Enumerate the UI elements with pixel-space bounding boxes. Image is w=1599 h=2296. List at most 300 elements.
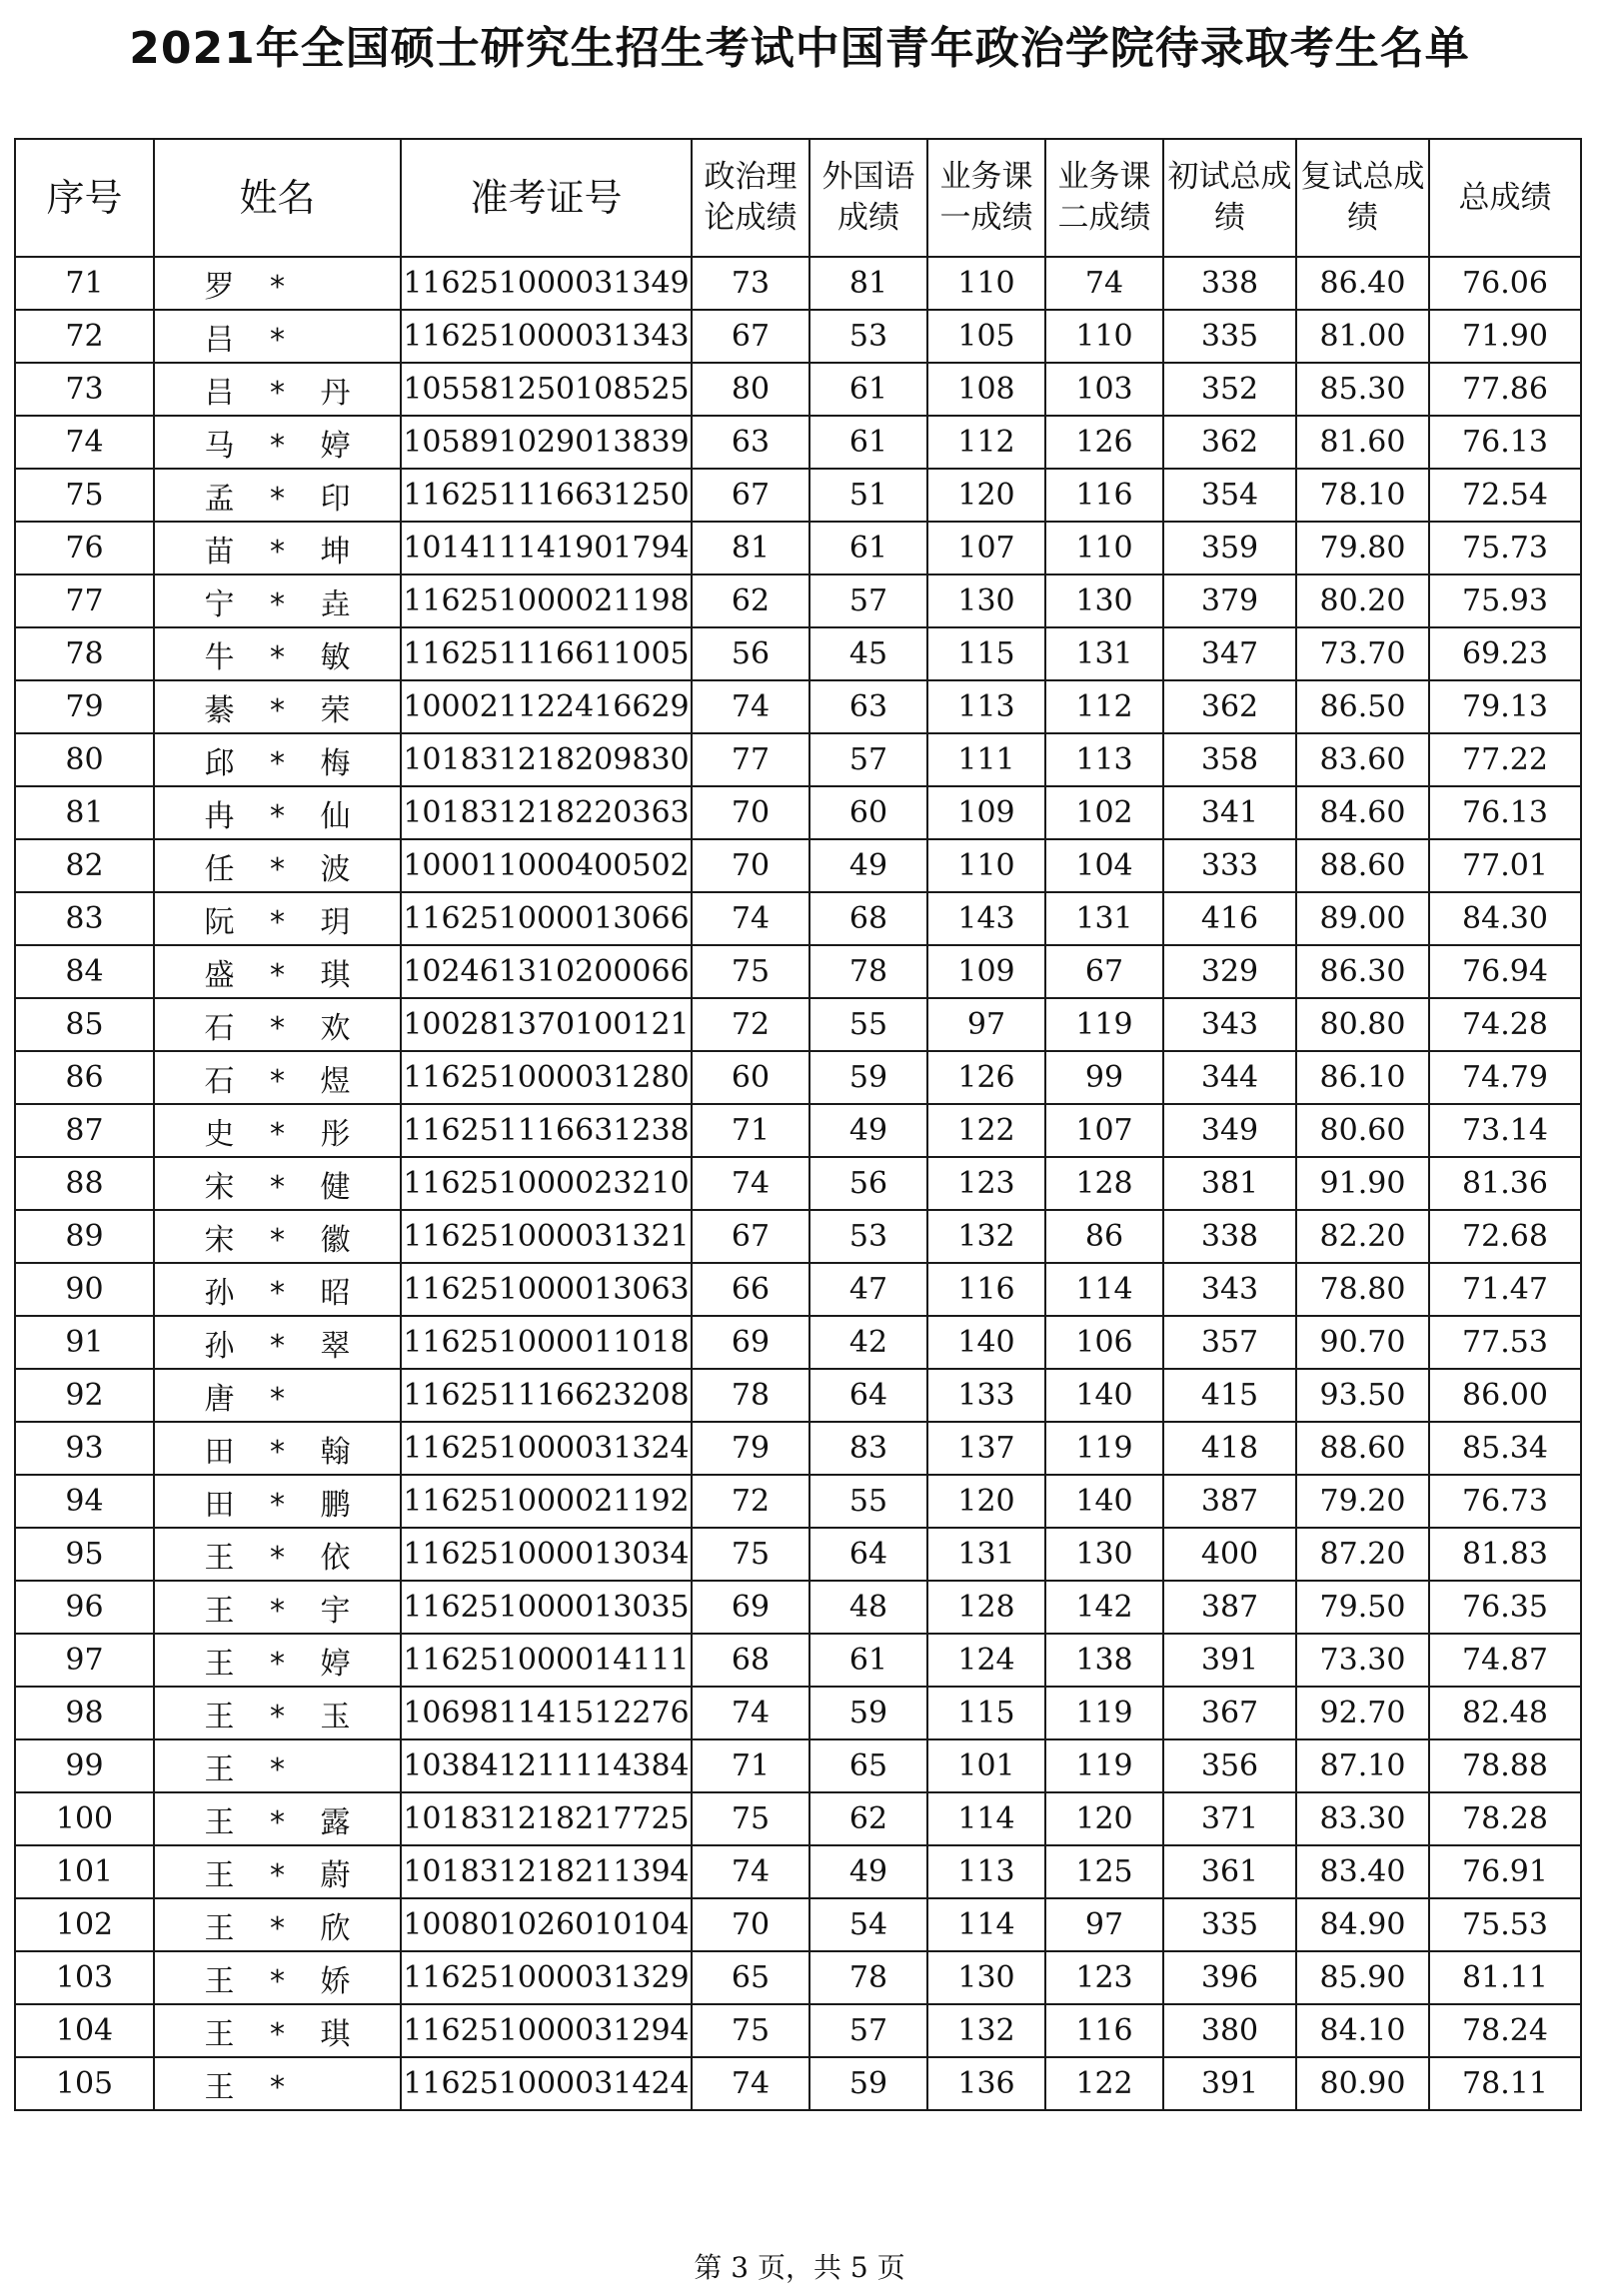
cell-course2: 113 [1045, 733, 1163, 786]
name-char: * [270, 1169, 285, 1205]
name-char: 梅 [320, 745, 351, 781]
name-char: 玥 [320, 904, 351, 940]
cell-seq: 98 [15, 1687, 154, 1739]
cell-initial: 347 [1163, 627, 1296, 680]
cell-course1: 107 [927, 522, 1045, 574]
name-char: * [270, 1646, 285, 1682]
cell-exam-id: 116251000031349 [401, 257, 692, 310]
cell-course2: 131 [1045, 627, 1163, 680]
name-char: * [270, 1116, 285, 1152]
name-char: 石 [204, 1010, 235, 1046]
cell-politics: 69 [692, 1316, 809, 1369]
cell-retest: 89.00 [1296, 892, 1429, 945]
cell-foreign: 59 [809, 1051, 927, 1104]
cell-name [154, 1316, 401, 1369]
cell-name [154, 469, 401, 522]
table-row [15, 1422, 1581, 1475]
cell-exam-id: 116251000031329 [401, 1951, 692, 2004]
cell-foreign: 64 [809, 1528, 927, 1581]
cell-initial: 361 [1163, 1845, 1296, 1898]
name-char: 王 [204, 1751, 235, 1787]
cell-total: 78.88 [1429, 1739, 1581, 1792]
cell-seq: 94 [15, 1475, 154, 1528]
name-char: 邱 [204, 745, 235, 781]
cell-exam-id: 100281370100121 [401, 998, 692, 1051]
cell-retest: 78.80 [1296, 1263, 1429, 1316]
name-char: 琪 [320, 2016, 351, 2052]
cell-course1: 140 [927, 1316, 1045, 1369]
cell-seq: 84 [15, 945, 154, 998]
cell-course2: 110 [1045, 310, 1163, 363]
cell-initial: 357 [1163, 1316, 1296, 1369]
cell-initial: 352 [1163, 363, 1296, 416]
cell-foreign: 42 [809, 1316, 927, 1369]
cell-initial: 338 [1163, 1210, 1296, 1263]
cell-total: 72.54 [1429, 469, 1581, 522]
cell-initial: 343 [1163, 998, 1296, 1051]
name-char: * [270, 322, 285, 358]
table-row [15, 892, 1581, 945]
cell-course1: 120 [927, 469, 1045, 522]
cell-total: 71.47 [1429, 1263, 1581, 1316]
cell-name [154, 1210, 401, 1263]
cell-total: 81.11 [1429, 1951, 1581, 2004]
name-char: * [270, 2069, 285, 2105]
cell-name [154, 1263, 401, 1316]
cell-foreign: 51 [809, 469, 927, 522]
header-name: 姓名 [154, 139, 401, 257]
name-char: 孟 [204, 481, 235, 517]
cell-foreign: 59 [809, 1687, 927, 1739]
cell-name [154, 1792, 401, 1845]
cell-seq: 95 [15, 1528, 154, 1581]
table-body [15, 257, 1581, 2110]
cell-retest: 85.30 [1296, 363, 1429, 416]
table-row [15, 416, 1581, 469]
name-char: 孙 [204, 1275, 235, 1311]
cell-total: 78.24 [1429, 2004, 1581, 2057]
cell-course2: 116 [1045, 2004, 1163, 2057]
cell-total: 76.73 [1429, 1475, 1581, 1528]
cell-exam-id: 116251000023210 [401, 1157, 692, 1210]
cell-total: 69.23 [1429, 627, 1581, 680]
cell-seq: 87 [15, 1104, 154, 1157]
cell-retest: 79.20 [1296, 1475, 1429, 1528]
cell-name [154, 363, 401, 416]
name-char: * [270, 1222, 285, 1258]
cell-initial: 396 [1163, 1951, 1296, 2004]
cell-seq: 79 [15, 680, 154, 733]
cell-foreign: 61 [809, 1634, 927, 1687]
cell-exam-id: 106981141512276 [401, 1687, 692, 1739]
cell-course1: 110 [927, 257, 1045, 310]
cell-exam-id: 116251000014111 [401, 1634, 692, 1687]
cell-exam-id: 116251000013066 [401, 892, 692, 945]
cell-name [154, 1634, 401, 1687]
cell-politics: 72 [692, 998, 809, 1051]
cell-seq: 78 [15, 627, 154, 680]
cell-course2: 116 [1045, 469, 1163, 522]
cell-seq: 74 [15, 416, 154, 469]
table-row [15, 1739, 1581, 1792]
cell-exam-id: 103841211114384 [401, 1739, 692, 1792]
cell-course1: 105 [927, 310, 1045, 363]
cell-course2: 110 [1045, 522, 1163, 574]
cell-initial: 335 [1163, 310, 1296, 363]
cell-foreign: 49 [809, 1104, 927, 1157]
page-footer: 第 3 页，共 5 页 [694, 2251, 905, 2284]
name-char: 翠 [320, 1328, 351, 1364]
cell-course2: 119 [1045, 1422, 1163, 1475]
cell-course1: 115 [927, 1687, 1045, 1739]
name-char: 丹 [320, 375, 351, 411]
cell-foreign: 49 [809, 1845, 927, 1898]
cell-course1: 112 [927, 416, 1045, 469]
cell-politics: 70 [692, 1898, 809, 1951]
name-char: 娇 [320, 1963, 351, 1999]
cell-name [154, 1528, 401, 1581]
cell-politics: 69 [692, 1581, 809, 1634]
name-char: 王 [204, 1593, 235, 1629]
cell-initial: 415 [1163, 1369, 1296, 1422]
name-char: * [270, 1857, 285, 1893]
cell-retest: 93.50 [1296, 1369, 1429, 1422]
cell-course2: 99 [1045, 1051, 1163, 1104]
cell-course2: 131 [1045, 892, 1163, 945]
cell-retest: 80.60 [1296, 1104, 1429, 1157]
name-char: 荣 [320, 692, 351, 728]
cell-seq: 71 [15, 257, 154, 310]
cell-foreign: 61 [809, 363, 927, 416]
cell-initial: 391 [1163, 2057, 1296, 2110]
cell-initial: 354 [1163, 469, 1296, 522]
cell-politics: 74 [692, 892, 809, 945]
cell-exam-id: 116251000013035 [401, 1581, 692, 1634]
cell-course1: 122 [927, 1104, 1045, 1157]
cell-retest: 86.10 [1296, 1051, 1429, 1104]
cell-politics: 65 [692, 1951, 809, 2004]
table-row [15, 680, 1581, 733]
cell-seq: 92 [15, 1369, 154, 1422]
name-char: 马 [204, 428, 235, 464]
cell-total: 86.00 [1429, 1369, 1581, 1422]
cell-exam-id: 100801026010104 [401, 1898, 692, 1951]
cell-course1: 126 [927, 1051, 1045, 1104]
cell-initial: 343 [1163, 1263, 1296, 1316]
name-char: 阮 [204, 904, 235, 940]
cell-retest: 84.60 [1296, 786, 1429, 839]
cell-initial: 387 [1163, 1475, 1296, 1528]
cell-initial: 358 [1163, 733, 1296, 786]
name-char: * [270, 375, 285, 411]
cell-seq: 100 [15, 1792, 154, 1845]
cell-seq: 89 [15, 1210, 154, 1263]
cell-course1: 114 [927, 1792, 1045, 1845]
cell-retest: 81.00 [1296, 310, 1429, 363]
cell-course2: 112 [1045, 680, 1163, 733]
name-char: 翰 [320, 1434, 351, 1470]
cell-course1: 132 [927, 2004, 1045, 2057]
cell-seq: 76 [15, 522, 154, 574]
cell-foreign: 48 [809, 1581, 927, 1634]
cell-name [154, 1475, 401, 1528]
name-char: 石 [204, 1063, 235, 1099]
cell-course1: 130 [927, 1951, 1045, 2004]
cell-foreign: 83 [809, 1422, 927, 1475]
cell-seq: 90 [15, 1263, 154, 1316]
cell-course1: 108 [927, 363, 1045, 416]
cell-foreign: 68 [809, 892, 927, 945]
table-row [15, 1104, 1581, 1157]
name-char: 宋 [204, 1169, 235, 1205]
cell-politics: 75 [692, 1528, 809, 1581]
cell-course2: 74 [1045, 257, 1163, 310]
cell-course1: 128 [927, 1581, 1045, 1634]
table-row [15, 1528, 1581, 1581]
cell-retest: 78.10 [1296, 469, 1429, 522]
cell-seq: 72 [15, 310, 154, 363]
cell-course2: 140 [1045, 1369, 1163, 1422]
table-row [15, 1792, 1581, 1845]
cell-course2: 114 [1045, 1263, 1163, 1316]
cell-exam-id: 101831218211394 [401, 1845, 692, 1898]
cell-politics: 75 [692, 1792, 809, 1845]
cell-foreign: 57 [809, 733, 927, 786]
cell-seq: 88 [15, 1157, 154, 1210]
cell-total: 74.28 [1429, 998, 1581, 1051]
cell-foreign: 57 [809, 574, 927, 627]
cell-seq: 73 [15, 363, 154, 416]
name-char: 任 [204, 851, 235, 887]
cell-foreign: 55 [809, 1475, 927, 1528]
cell-name [154, 1951, 401, 2004]
cell-total: 71.90 [1429, 310, 1581, 363]
name-char: 牛 [204, 639, 235, 675]
cell-exam-id: 105581250108525 [401, 363, 692, 416]
cell-course1: 143 [927, 892, 1045, 945]
cell-seq: 104 [15, 2004, 154, 2057]
cell-exam-id: 116251116631238 [401, 1104, 692, 1157]
cell-politics: 67 [692, 469, 809, 522]
cell-exam-id: 116251000031321 [401, 1210, 692, 1263]
name-char: * [270, 1063, 285, 1099]
cell-initial: 344 [1163, 1051, 1296, 1104]
table-row [15, 257, 1581, 310]
cell-foreign: 78 [809, 1951, 927, 2004]
cell-retest: 88.60 [1296, 839, 1429, 892]
name-char: * [270, 1328, 285, 1364]
cell-politics: 74 [692, 2057, 809, 2110]
name-char: * [270, 1010, 285, 1046]
name-char: 唐 [204, 1381, 235, 1417]
cell-politics: 74 [692, 1845, 809, 1898]
header-course2: 业务课二成绩 [1045, 139, 1163, 257]
cell-total: 81.83 [1429, 1528, 1581, 1581]
cell-name [154, 574, 401, 627]
cell-course1: 130 [927, 574, 1045, 627]
cell-exam-id: 116251000031424 [401, 2057, 692, 2110]
cell-seq: 93 [15, 1422, 154, 1475]
cell-initial: 356 [1163, 1739, 1296, 1792]
cell-exam-id: 116251000011018 [401, 1316, 692, 1369]
name-char: 欣 [320, 1910, 351, 1946]
cell-initial: 359 [1163, 522, 1296, 574]
cell-politics: 70 [692, 839, 809, 892]
cell-exam-id: 101831218217725 [401, 1792, 692, 1845]
cell-course1: 111 [927, 733, 1045, 786]
table-row [15, 1898, 1581, 1951]
table-row [15, 1634, 1581, 1687]
name-char: * [270, 1434, 285, 1470]
cell-exam-id: 102461310200066 [401, 945, 692, 998]
cell-seq: 77 [15, 574, 154, 627]
cell-course2: 104 [1045, 839, 1163, 892]
cell-name [154, 786, 401, 839]
cell-politics: 75 [692, 945, 809, 998]
cell-politics: 74 [692, 1687, 809, 1739]
cell-exam-id: 116251000021192 [401, 1475, 692, 1528]
cell-initial: 329 [1163, 945, 1296, 998]
name-char: * [270, 2016, 285, 2052]
cell-retest: 79.80 [1296, 522, 1429, 574]
cell-name [154, 1157, 401, 1210]
cell-foreign: 53 [809, 1210, 927, 1263]
name-char: 鹏 [320, 1487, 351, 1523]
cell-retest: 73.70 [1296, 627, 1429, 680]
cell-seq: 101 [15, 1845, 154, 1898]
table-row [15, 786, 1581, 839]
cell-course2: 120 [1045, 1792, 1163, 1845]
name-char: 苗 [204, 534, 235, 570]
cell-seq: 75 [15, 469, 154, 522]
cell-retest: 79.50 [1296, 1581, 1429, 1634]
cell-exam-id: 116251116623208 [401, 1369, 692, 1422]
cell-name [154, 1104, 401, 1157]
name-char: 徽 [320, 1222, 351, 1258]
cell-foreign: 54 [809, 1898, 927, 1951]
page-title: 2021年全国硕士研究生招生考试中国青年政治学院待录取考生名单 [129, 23, 1470, 74]
name-char: 琪 [320, 957, 351, 993]
header-politics: 政治理论成绩 [692, 139, 809, 257]
cell-course1: 113 [927, 680, 1045, 733]
cell-course1: 137 [927, 1422, 1045, 1475]
name-char: 王 [204, 1857, 235, 1893]
cell-seq: 97 [15, 1634, 154, 1687]
name-char: * [270, 1963, 285, 1999]
table-row [15, 363, 1581, 416]
name-char: 波 [320, 851, 351, 887]
cell-name [154, 1687, 401, 1739]
cell-retest: 80.20 [1296, 574, 1429, 627]
cell-politics: 74 [692, 680, 809, 733]
cell-exam-id: 101831218209830 [401, 733, 692, 786]
name-char: 史 [204, 1116, 235, 1152]
cell-exam-id: 116251000031294 [401, 2004, 692, 2057]
cell-total: 81.36 [1429, 1157, 1581, 1210]
table-row [15, 1475, 1581, 1528]
cell-politics: 75 [692, 2004, 809, 2057]
name-char: * [270, 1593, 285, 1629]
cell-total: 77.53 [1429, 1316, 1581, 1369]
name-char: 冉 [204, 798, 235, 834]
name-char: 印 [320, 481, 351, 517]
cell-seq: 99 [15, 1739, 154, 1792]
table-row [15, 310, 1581, 363]
cell-initial: 416 [1163, 892, 1296, 945]
table-row [15, 1316, 1581, 1369]
cell-initial: 387 [1163, 1581, 1296, 1634]
cell-retest: 83.40 [1296, 1845, 1429, 1898]
table-row [15, 945, 1581, 998]
name-char: * [270, 1381, 285, 1417]
table-row [15, 1210, 1581, 1263]
table-row [15, 2057, 1581, 2110]
name-char: * [270, 1804, 285, 1840]
cell-retest: 87.20 [1296, 1528, 1429, 1581]
cell-course1: 124 [927, 1634, 1045, 1687]
cell-foreign: 53 [809, 310, 927, 363]
cell-name [154, 945, 401, 998]
cell-course2: 138 [1045, 1634, 1163, 1687]
cell-course1: 101 [927, 1739, 1045, 1792]
cell-course1: 114 [927, 1898, 1045, 1951]
name-char: 吕 [204, 322, 235, 358]
name-char: 玉 [320, 1699, 351, 1734]
cell-course2: 103 [1045, 363, 1163, 416]
cell-course2: 86 [1045, 1210, 1163, 1263]
name-char: 坤 [320, 534, 351, 570]
name-char: 煜 [320, 1063, 351, 1099]
cell-total: 77.22 [1429, 733, 1581, 786]
cell-foreign: 78 [809, 945, 927, 998]
cell-seq: 85 [15, 998, 154, 1051]
cell-foreign: 62 [809, 1792, 927, 1845]
cell-politics: 79 [692, 1422, 809, 1475]
name-char: 王 [204, 1804, 235, 1840]
cell-politics: 67 [692, 310, 809, 363]
cell-course2: 130 [1045, 574, 1163, 627]
cell-foreign: 56 [809, 1157, 927, 1210]
table-row [15, 1157, 1581, 1210]
cell-course1: 133 [927, 1369, 1045, 1422]
name-char: * [270, 957, 285, 993]
cell-course1: 123 [927, 1157, 1045, 1210]
cell-name [154, 839, 401, 892]
cell-retest: 86.50 [1296, 680, 1429, 733]
cell-retest: 84.90 [1296, 1898, 1429, 1951]
cell-retest: 82.20 [1296, 1210, 1429, 1263]
cell-retest: 87.10 [1296, 1739, 1429, 1792]
cell-retest: 81.60 [1296, 416, 1429, 469]
cell-politics: 73 [692, 257, 809, 310]
name-char: * [270, 1910, 285, 1946]
cell-total: 78.28 [1429, 1792, 1581, 1845]
cell-politics: 63 [692, 416, 809, 469]
table-row [15, 1051, 1581, 1104]
cell-exam-id: 100011000400502 [401, 839, 692, 892]
name-char: 宇 [320, 1593, 351, 1629]
name-char: 王 [204, 1910, 235, 1946]
name-char: * [270, 1487, 285, 1523]
header-retest: 复试总成绩 [1296, 139, 1429, 257]
cell-exam-id: 116251116631250 [401, 469, 692, 522]
cell-seq: 86 [15, 1051, 154, 1104]
cell-initial: 391 [1163, 1634, 1296, 1687]
cell-course2: 123 [1045, 1951, 1163, 2004]
cell-exam-id: 101411141901794 [401, 522, 692, 574]
cell-course2: 102 [1045, 786, 1163, 839]
cell-seq: 91 [15, 1316, 154, 1369]
